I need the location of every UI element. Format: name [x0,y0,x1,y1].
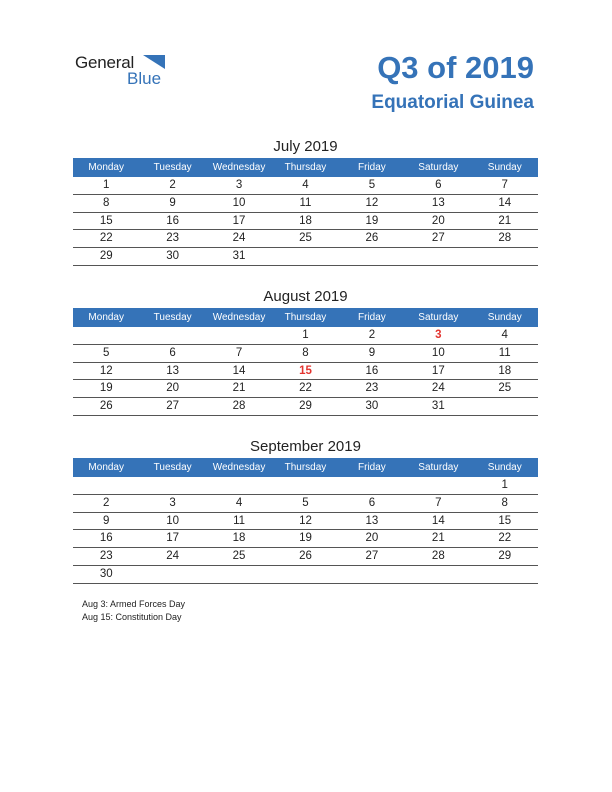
page-subtitle: Equatorial Guinea [371,92,534,113]
day-cell [206,566,272,583]
week-row [73,548,538,566]
day-cell [472,566,538,583]
weekday-header: Saturday [418,312,459,323]
day-cell: 8 [501,496,508,509]
day-cell: 14 [498,196,512,209]
day-cell: 26 [99,400,113,413]
day-cell: 13 [365,514,379,527]
day-cell: 30 [166,250,180,263]
logo-triangle-icon [143,55,165,69]
day-cell: 9 [103,514,110,527]
holiday-note: Aug 15: Constitution Day [82,611,182,622]
day-cell: 20 [431,214,445,227]
day-cell: 30 [99,567,113,580]
weekday-header: Tuesday [153,462,192,473]
month-september [73,436,538,584]
week-row [73,513,538,531]
day-cell: 17 [232,214,246,227]
weekday-header: Thursday [284,312,327,323]
weekday-header: Wednesday [212,312,266,323]
day-cell: 24 [166,550,180,563]
weekday-header: Friday [358,162,386,173]
day-cell: 28 [431,550,445,563]
logo-general-text: General [75,53,135,72]
day-cell: 6 [435,179,442,191]
day-cell: 18 [299,214,312,227]
day-cell: 7 [435,496,442,509]
day-cell: 21 [431,532,445,545]
day-cell [272,477,338,494]
day-cell: 10 [232,196,246,209]
holiday-note: Aug 3: Armed Forces Day [82,599,186,609]
weekday-header: Wednesday [212,162,266,173]
day-cell: 27 [365,550,379,563]
week-row [73,380,538,398]
day-cell: 6 [368,496,376,509]
weekday-header-row [73,158,538,177]
day-cell: 26 [299,550,312,563]
day-cell: 12 [365,196,379,209]
day-cell: 23 [166,232,180,245]
day-cell: 1 [103,179,110,191]
day-cell: 16 [365,364,379,377]
day-cell: 4 [235,496,243,509]
weekday-header: Friday [358,462,386,473]
month-title: August 2019 [263,288,348,305]
day-cell: 11 [299,196,312,209]
day-cell: 12 [99,364,113,377]
day-cell [73,477,139,494]
week-row [73,345,538,363]
day-cell: 13 [166,364,180,377]
weekday-header: Friday [358,312,386,323]
day-cell: 4 [302,179,309,191]
day-cell: 28 [232,400,246,413]
day-cell: 19 [365,214,379,227]
day-cell: 6 [169,346,176,359]
month-july [73,136,538,266]
day-cell: 21 [232,382,246,395]
day-cell [339,477,405,494]
day-cell: 14 [232,364,246,377]
month-august [73,286,538,416]
day-cell [405,248,471,265]
day-cell: 15 [498,514,512,527]
day-cell: 1 [501,479,508,491]
day-cell: 22 [99,232,113,245]
week-row [73,495,538,513]
week-row [73,213,538,231]
day-cell [472,248,538,265]
holiday-day-cell: 15 [299,364,312,377]
day-cell: 25 [232,550,246,563]
holiday-notes [82,598,185,623]
week-row [73,398,538,416]
week-row [73,530,538,548]
day-cell: 10 [431,346,445,359]
day-cell: 8 [103,196,110,209]
day-cell: 27 [431,232,445,245]
day-cell: 19 [299,532,312,545]
week-row [73,327,538,345]
day-cell [139,566,205,583]
day-cell: 7 [501,179,508,191]
day-cell: 11 [498,346,511,359]
day-cell [206,327,272,344]
weekday-header: Monday [88,462,124,473]
day-cell: 29 [299,400,312,413]
weekday-header: Monday [88,162,124,173]
day-cell: 5 [302,496,309,509]
day-cell [139,477,205,494]
day-cell: 9 [368,346,376,359]
day-cell: 15 [99,214,113,227]
day-cell [339,248,405,265]
weekday-header: Wednesday [212,462,266,473]
day-cell: 14 [431,514,445,527]
day-cell: 9 [169,196,176,209]
day-cell [272,248,338,265]
day-cell [405,477,471,494]
week-row [73,248,538,266]
week-row [73,477,538,495]
day-cell: 4 [501,329,508,341]
weekday-header-row [73,458,538,477]
day-cell [405,566,471,583]
week-row [73,177,538,195]
day-cell: 25 [299,232,312,245]
logo-blue-text: Blue [127,69,162,88]
day-cell: 5 [103,346,110,359]
day-cell [272,566,338,583]
weekday-header-row [73,308,538,327]
day-cell: 22 [299,382,312,395]
day-cell: 7 [235,346,243,359]
day-cell [139,327,205,344]
day-cell: 17 [166,532,180,545]
month-title: July 2019 [273,138,338,155]
page-title: Q3 of 2019 [377,50,534,85]
logo [75,53,175,89]
weekday-header: Saturday [418,462,459,473]
day-cell: 10 [166,514,180,527]
day-cell [206,477,272,494]
weekday-header: Tuesday [153,162,192,173]
weekday-header: Monday [88,312,124,323]
weekday-header: Sunday [487,312,522,323]
weekday-header: Sunday [487,462,522,473]
day-cell: 29 [498,550,512,563]
day-cell: 17 [431,364,445,377]
day-cell: 23 [99,550,113,563]
day-cell: 11 [233,514,246,527]
day-cell: 3 [235,179,243,191]
day-cell: 13 [431,196,445,209]
holiday-day-cell: 3 [435,329,442,341]
day-cell: 28 [498,232,512,245]
weekday-header: Tuesday [153,312,192,323]
day-cell: 20 [365,532,379,545]
day-cell: 3 [169,496,176,509]
month-title: September 2019 [250,438,361,455]
weekday-header: Sunday [487,162,522,173]
day-cell: 29 [99,250,113,263]
day-cell: 24 [232,232,246,245]
day-cell: 16 [99,532,113,545]
day-cell: 21 [498,214,512,227]
day-cell: 8 [302,346,309,359]
day-cell: 2 [103,496,110,509]
week-row [73,363,538,381]
day-cell: 5 [368,179,376,191]
day-cell: 25 [498,382,512,395]
week-row [73,566,538,584]
day-cell: 18 [232,532,246,545]
day-cell: 20 [166,382,180,395]
day-cell: 12 [299,514,312,527]
day-cell: 1 [302,329,309,341]
day-cell [472,398,538,415]
day-cell: 23 [365,382,379,395]
weekday-header: Thursday [284,462,327,473]
day-cell: 24 [431,382,445,395]
weekday-header: Thursday [284,162,327,173]
day-cell [339,566,405,583]
day-cell: 30 [365,400,379,413]
day-cell: 31 [232,250,246,263]
day-cell: 2 [368,329,376,341]
week-row [73,230,538,248]
day-cell: 22 [498,532,512,545]
week-row [73,195,538,213]
day-cell: 31 [431,400,445,413]
weekday-header: Saturday [418,162,459,173]
day-cell: 2 [169,179,176,191]
day-cell: 16 [166,214,180,227]
day-cell: 19 [99,382,113,395]
day-cell: 27 [166,400,180,413]
day-cell: 18 [498,364,512,377]
day-cell [73,327,139,344]
day-cell: 26 [365,232,379,245]
